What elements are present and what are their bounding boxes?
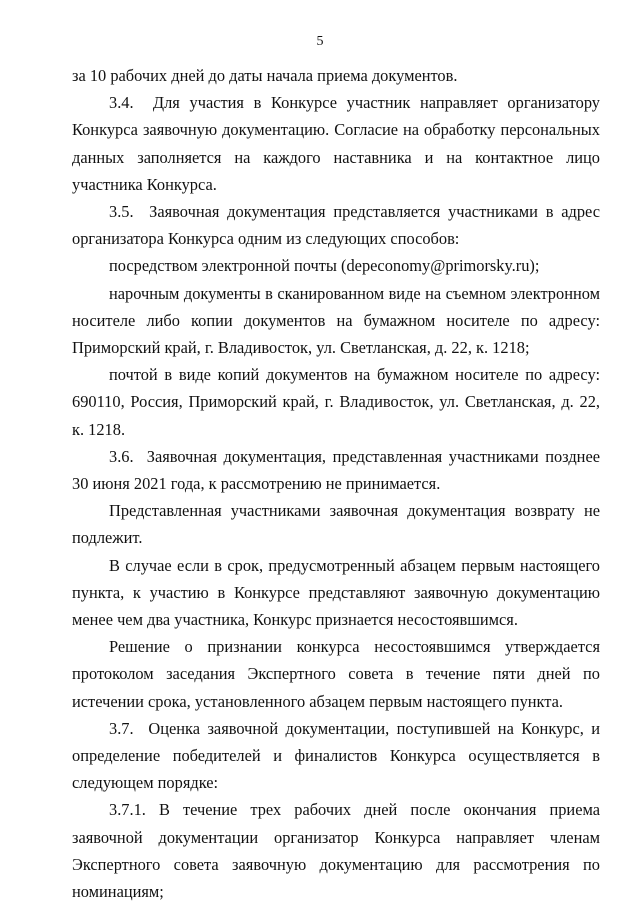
page-number: 5 (316, 34, 324, 49)
paragraph-3-5: 3.5. Заявочная документация представляется участниками в адрес организатора Конкурса одним из следующих способов: (72, 202, 600, 249)
paragraph-decision: Решение о признании конкурса несостоявшимся утверждается протоколом заседания Экспертного совета в течение пяти дней по истечении срока, установленного абзацем первым настоящего пункта. (72, 637, 600, 711)
paragraph-3-4: 3.4. Для участия в Конкурсе участник направляет организатору Конкурса заявочную документацию. Согласие на обработку персональных данных заполняется на каждого наставника и на контактное лицо участника Конкурса. (72, 93, 600, 194)
paragraph-3-7-1: 3.7.1. В течение трех рабочих дней после окончания приема заявочной документации организатор Конкурса направляет членам Экспертного совета заявочную документацию для рассмотрения по номинациям; (72, 800, 600, 902)
paragraph-method-courier: нарочным документы в сканированном виде на съемном электронном носителе либо копии документов на бумажном носителе по адресу: Приморский край, г. Владивосток, ул. Светланская, д. 22, к. 1218; (72, 283, 600, 358)
paragraph-method-post: почтой в виде копий документов на бумажном носителе по адресу: 690110, Россия, Приморский край, г. Владивосток, ул. Светланская, д. 22, к. 1218. (72, 365, 600, 439)
paragraph-method-email: посредством электронной почты (depeconomy@primorsky.ru); (109, 256, 540, 276)
paragraph-3-7: 3.7. Оценка заявочной документации, поступившей на Конкурс, и определение победителей и финалистов Конкурса осуществляется в следующем порядке: (72, 718, 600, 793)
paragraph-continuation: за 10 рабочих дней до даты начала приема документов. (72, 66, 458, 85)
paragraph-failed-contest: В случае если в срок, предусмотренный абзацем первым настоящего пункта, к участию в Конкурсе представляют заявочную документацию менее чем два участника, Конкурс признается несостоявшимся. (72, 555, 600, 630)
document-body (72, 62, 600, 905)
paragraph-3-6: 3.6. Заявочная документация, представленная участниками позднее 30 июня 2021 года, к рассмотрению не принимается. (72, 446, 600, 494)
paragraph-no-return: Представленная участниками заявочная документация возврату не подлежит. (72, 501, 600, 548)
